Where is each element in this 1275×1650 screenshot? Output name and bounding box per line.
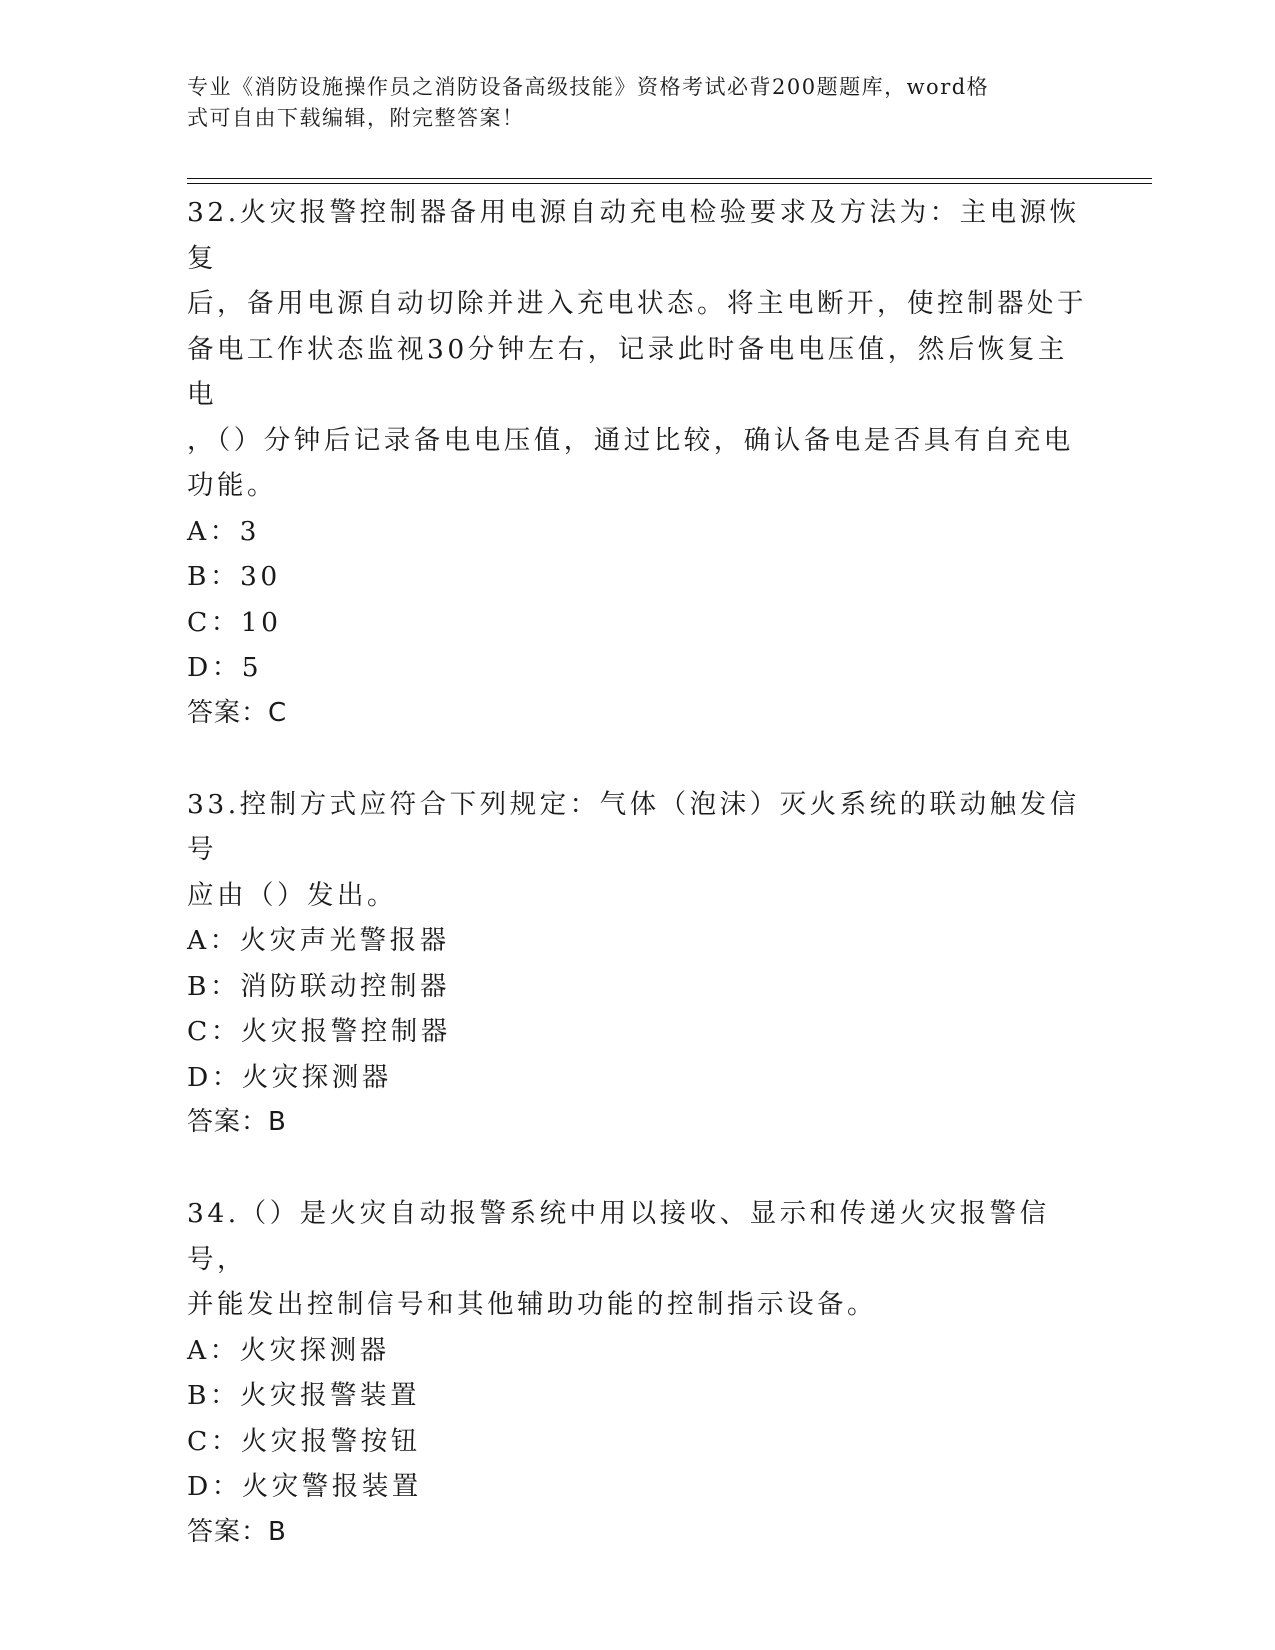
question-text [187, 190, 1087, 509]
option-c: C：10 [187, 606, 282, 638]
option-c: C：火灾报警按钮 [187, 1425, 421, 1457]
option-d: D：5 [187, 652, 263, 683]
question-spacer [187, 736, 1087, 782]
option-b: B：消防联动控制器 [187, 970, 450, 1002]
document-header [187, 72, 1067, 134]
question-line: 功能。 [187, 470, 277, 501]
option-b: B：火灾报警装置 [187, 1380, 420, 1411]
header-line-1: 专业《消防设施操作员之消防设备高级技能》资格考试必背200题题库，word格 [187, 75, 990, 99]
option-d: D：火灾探测器 [187, 1061, 392, 1093]
question-line: 后，备用电源自动切除并进入充电状态。将主电断开，使控制器处于 [187, 288, 1087, 319]
option-a: A：火灾声光警报器 [187, 925, 450, 956]
header-divider-top [187, 178, 1152, 179]
answer-line: 答案：C [187, 697, 288, 728]
answer-line: 答案：B [187, 1107, 287, 1137]
question-line: 并能发出控制信号和其他辅助功能的控制指示设备。 [187, 1289, 877, 1320]
question-line: 33.控制方式应符合下列规定：气体（泡沫）灭火系统的联动触发信号 [187, 788, 1080, 865]
question-line: 34.（）是火灾自动报警系统中用以接收、显示和传递火灾报警信号， [187, 1198, 1050, 1275]
answer-line: 答案：B [187, 1516, 287, 1547]
question-line: ，（）分钟后记录备电电压值，通过比较，确认备电是否具有自充电 [187, 424, 1074, 456]
option-a: A：火灾探测器 [187, 1334, 390, 1366]
question-33 [187, 782, 1087, 1146]
header-line-2: 式可自由下载编辑，附完整答案！ [187, 106, 525, 130]
option-a: A：3 [187, 515, 260, 547]
question-34 [187, 1191, 1087, 1555]
option-b: B：30 [187, 561, 281, 592]
question-list [187, 190, 1087, 1555]
question-line: 备电工作状态监视30分钟左右，记录此时备电电压值，然后恢复主电 [187, 333, 1068, 410]
question-line: 应由（）发出。 [187, 879, 397, 911]
question-line: 32.火灾报警控制器备用电源自动充电检验要求及方法为：主电源恢复 [187, 197, 1080, 274]
question-spacer [187, 1146, 1087, 1192]
question-32 [187, 190, 1087, 736]
header-divider-bottom [187, 183, 1152, 184]
option-c: C：火灾报警控制器 [187, 1016, 451, 1047]
question-text [187, 1191, 1087, 1328]
question-text [187, 782, 1087, 919]
option-d: D：火灾警报装置 [187, 1471, 422, 1502]
